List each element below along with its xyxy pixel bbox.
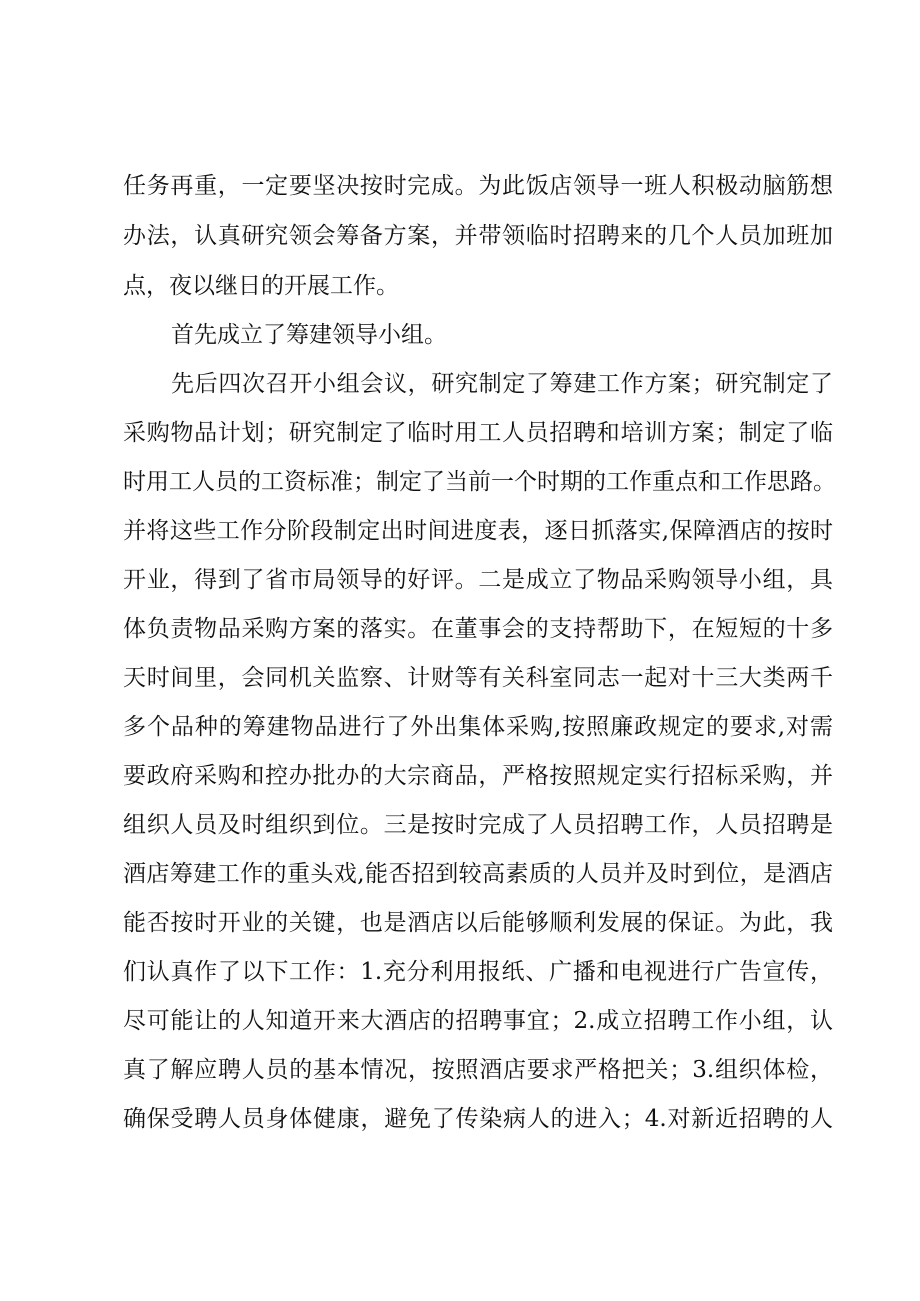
text-line-18: 尽可能让的人知道开来大酒店的招聘事宜；2.成立招聘工作小组，认 xyxy=(123,1008,833,1034)
text-line-9: 开业，得到了省市局领导的好评。二是成立了物品采购领导小组，具 xyxy=(123,567,833,593)
text-line-17: 们认真作了以下工作：1.充分利用报纸、广播和电视进行广告宣传， xyxy=(123,959,833,985)
text-line-1: 任务再重，一定要坚决按时完成。为此饭店领导一班人积极动脑筋想 xyxy=(123,173,833,199)
text-line-13: 要政府采购和控办批办的大宗商品，严格按照规定实行招标采购，并 xyxy=(123,763,833,789)
text-line-2: 办法，认真研究领会筹备方案，并带领临时招聘来的几个人员加班加 xyxy=(123,223,833,249)
text-line-5: 先后四次召开小组会议，研究制定了筹建工作方案；研究制定了 xyxy=(171,371,833,397)
text-line-8: 并将这些工作分阶段制定出时间进度表，逐日抓落实,保障酒店的按时 xyxy=(123,518,833,544)
text-line-7: 时用工人员的工资标准；制定了当前一个时期的工作重点和工作思路。 xyxy=(123,469,836,495)
text-line-3: 点，夜以继日的开展工作。 xyxy=(123,273,399,299)
text-line-15: 酒店筹建工作的重头戏,能否招到较高素质的人员并及时到位，是酒店 xyxy=(123,861,833,887)
text-line-19: 真了解应聘人员的基本情况，按照酒店要求严格把关；3.组织体检， xyxy=(123,1057,833,1083)
text-line-6: 采购物品计划；研究制定了临时用工人员招聘和培训方案；制定了临 xyxy=(123,420,833,446)
text-line-14: 组织人员及时组织到位。三是按时完成了人员招聘工作，人员招聘是 xyxy=(123,812,833,838)
text-line-11: 天时间里，会同机关监察、计财等有关科室同志一起对十三大类两千 xyxy=(123,665,833,691)
text-line-12: 多个品种的筹建物品进行了外出集体采购,按照廉政规定的要求,对需 xyxy=(123,714,833,740)
text-line-20: 确保受聘人员身体健康，避免了传染病人的进入；4.对新近招聘的人 xyxy=(123,1106,833,1132)
text-line-4: 首先成立了筹建领导小组。 xyxy=(171,322,447,348)
text-line-16: 能否按时开业的关键，也是酒店以后能够顺利发展的保证。为此，我 xyxy=(123,910,833,936)
text-line-10: 体负责物品采购方案的落实。在董事会的支持帮助下，在短短的十多 xyxy=(123,616,833,642)
